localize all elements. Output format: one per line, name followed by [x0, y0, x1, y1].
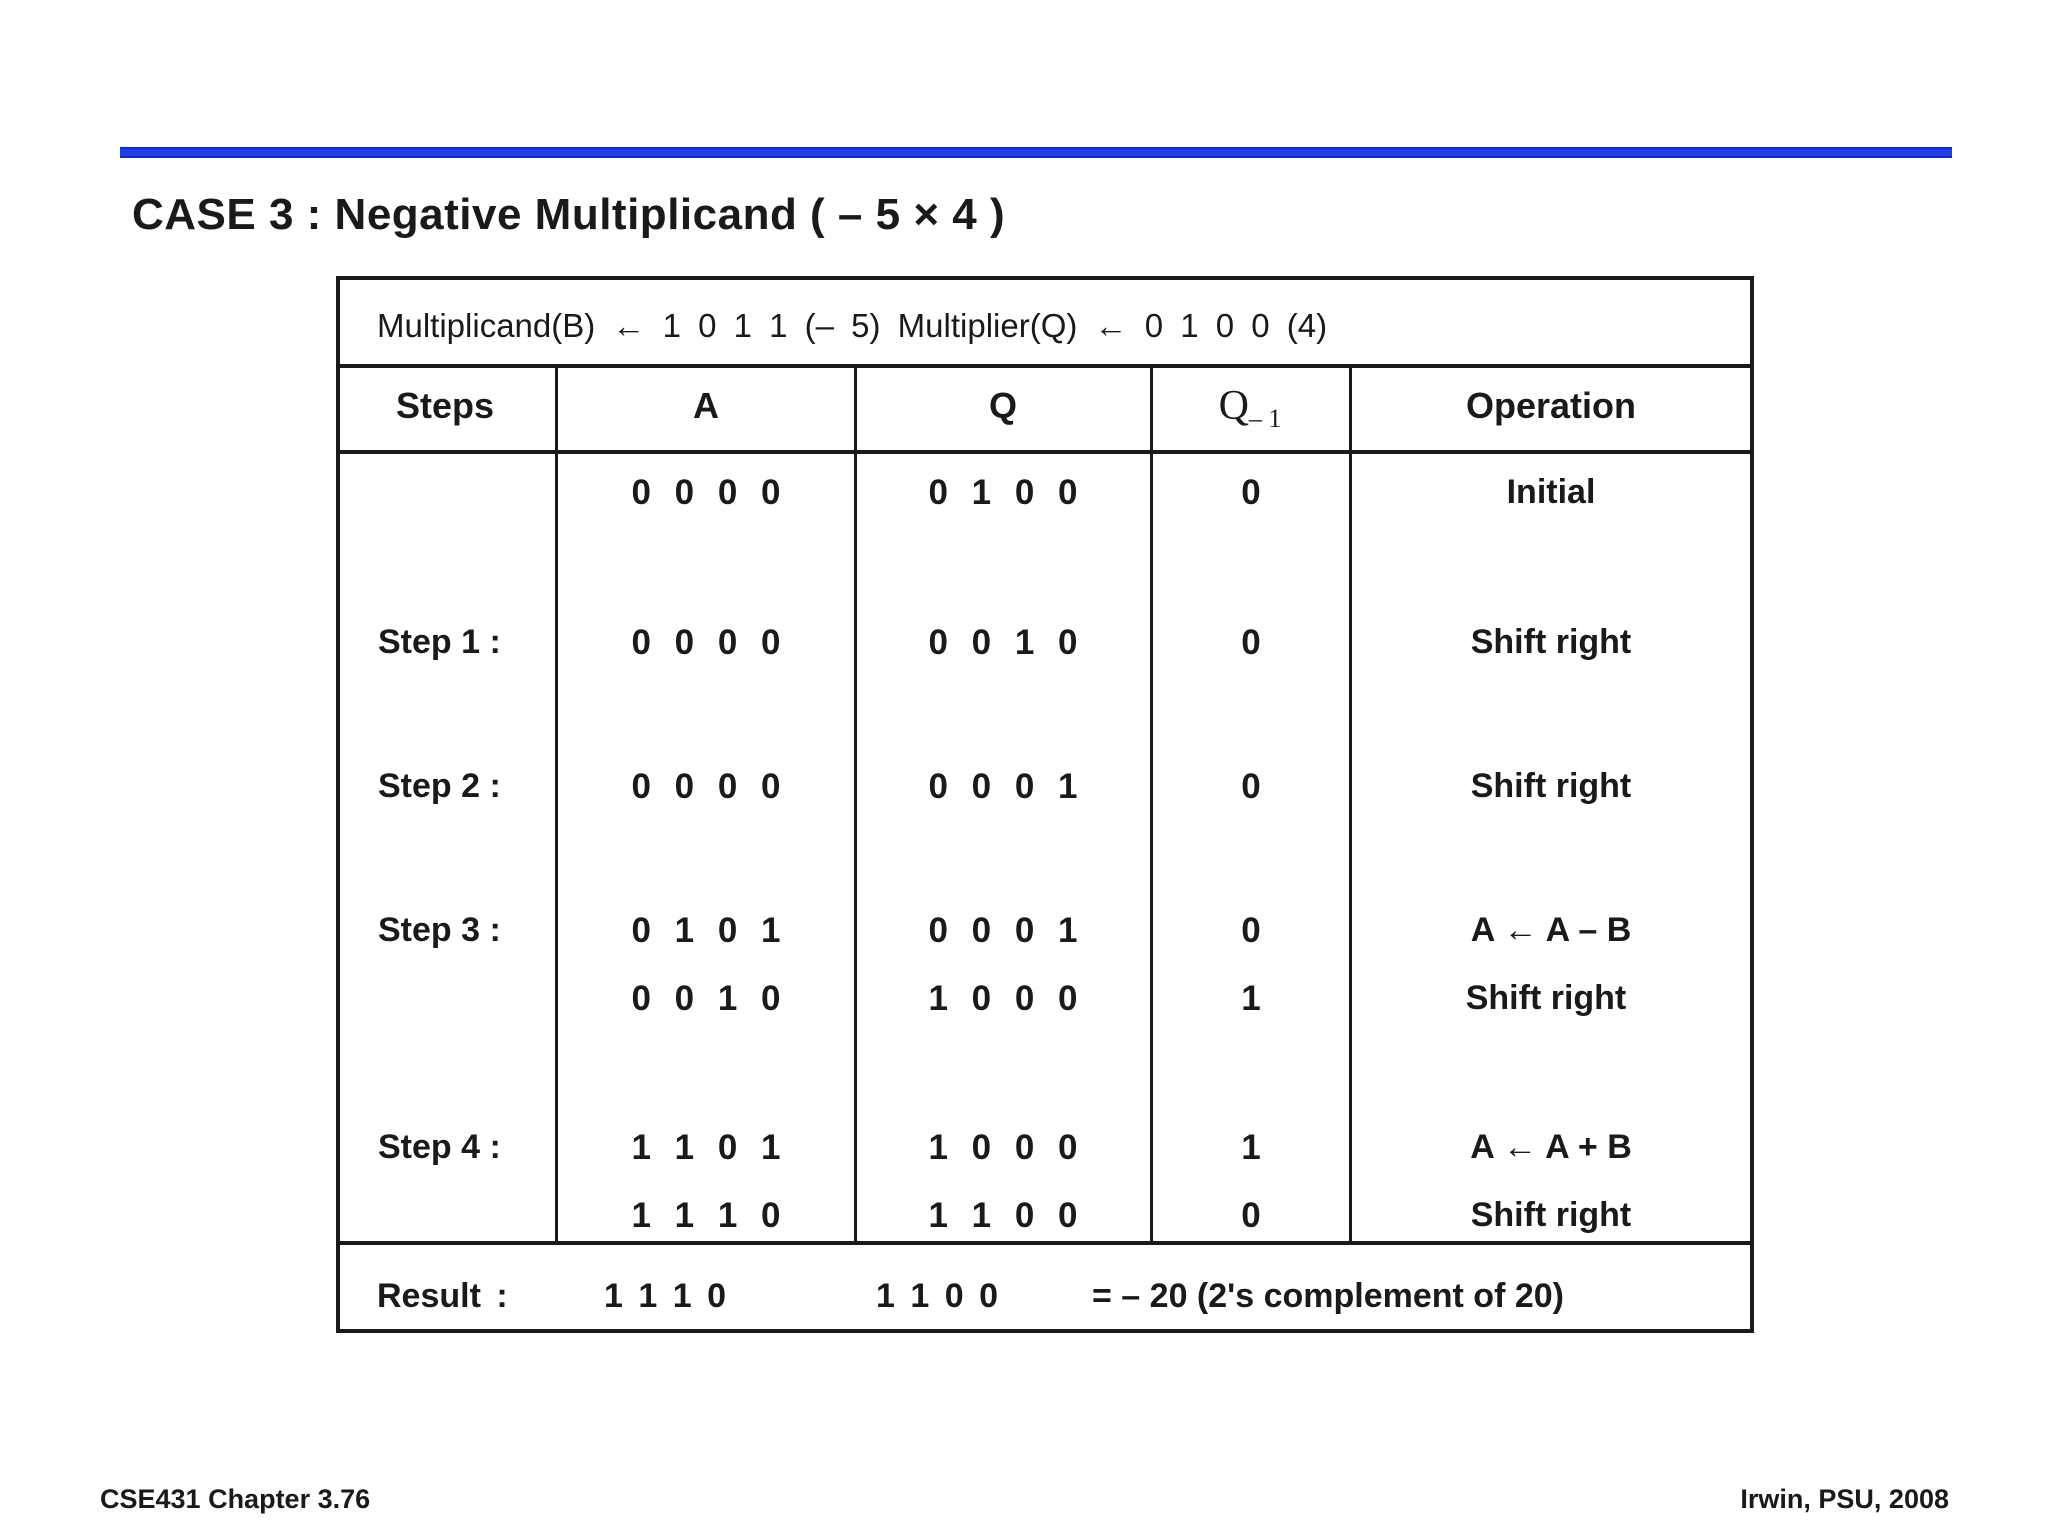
table-divider-header: [336, 450, 1754, 454]
table-row-step: Step 4 :: [378, 1128, 501, 1166]
table-row-step: Step 3 :: [378, 911, 501, 949]
slide-title: CASE 3 : Negative Multiplicand ( – 5 × 4 ): [132, 190, 1006, 239]
table-row-a: 0 0 0 0: [631, 623, 781, 662]
title-rule: [120, 147, 1952, 158]
table-row-q: 1 0 0 0: [928, 1128, 1078, 1167]
footer-author-label: Irwin, PSU, 2008: [1740, 1484, 1949, 1514]
multiplicand-multiplier-line: Multiplicand(B) ← 1 0 1 1 (– 5) Multiplier(Q) ← 0 1 0 0 (4): [377, 307, 1328, 344]
column-divider: [555, 364, 558, 1243]
header-a: A: [693, 385, 719, 426]
table-row-step: Step 2 :: [378, 767, 501, 805]
column-divider: [1349, 364, 1352, 1243]
table-row-q-minus-1: 0: [1241, 911, 1261, 950]
table-row-q-minus-1: 1: [1241, 1128, 1261, 1167]
table-row-operation: Shift right: [1470, 1196, 1632, 1234]
table-row-a: 0 1 0 1: [631, 911, 781, 950]
result-label: Result :: [377, 1277, 508, 1315]
header-operation: Operation: [1465, 385, 1637, 426]
result-q-bits: 1 1 0 0: [876, 1277, 998, 1315]
table-row-a: 1 1 1 0: [631, 1196, 781, 1235]
column-divider: [1150, 364, 1153, 1243]
table-row-a: 0 0 0 0: [631, 473, 781, 512]
table-row-q-minus-1: 0: [1241, 623, 1261, 662]
table-row-operation: Shift right: [1470, 623, 1632, 661]
table-row-a: 0 0 1 0: [631, 979, 781, 1018]
result-a-bits: 1 1 1 0: [604, 1277, 726, 1315]
table-row-a: 1 1 0 1: [631, 1128, 781, 1167]
table-row-q: 0 0 0 1: [928, 767, 1078, 806]
header-q-minus-1-base: Q: [1218, 383, 1249, 429]
table-row-q: 1 1 0 0: [928, 1196, 1078, 1235]
table-row-q: 0 1 0 0: [928, 473, 1078, 512]
header-q: Q: [988, 385, 1018, 426]
table-row-operation: A ← A – B: [1470, 911, 1632, 949]
footer-course-label: CSE431 Chapter 3.76: [100, 1484, 371, 1514]
table-row-q-minus-1: 0: [1241, 767, 1261, 806]
table-row-operation: A ← A + B: [1470, 1128, 1632, 1166]
table-row-q-minus-1: 1: [1241, 979, 1261, 1018]
result-value-text: = – 20 (2's complement of 20): [1092, 1277, 1564, 1315]
header-q-minus-1-subscript: – 1: [1248, 404, 1282, 433]
header-steps: Steps: [395, 385, 495, 426]
header-q-minus-1: [1219, 382, 1282, 434]
table-row-a: 0 0 0 0: [631, 767, 781, 806]
table-row-q: 1 0 0 0: [928, 979, 1078, 1018]
table-row-q-minus-1: 0: [1241, 473, 1261, 512]
table-row-operation: Initial: [1506, 473, 1596, 511]
table-row-q: 0 0 0 1: [928, 911, 1078, 950]
table-row-q: 0 0 1 0: [928, 623, 1078, 662]
table-divider-result: [336, 1241, 1754, 1245]
table-row-q-minus-1: 0: [1241, 1196, 1261, 1235]
table-divider-top: [336, 364, 1754, 368]
table-row-step: Step 1 :: [378, 623, 501, 661]
table-row-operation: Shift right: [1470, 767, 1632, 805]
column-divider: [854, 364, 857, 1243]
table-row-operation: Shift right: [1465, 979, 1627, 1017]
